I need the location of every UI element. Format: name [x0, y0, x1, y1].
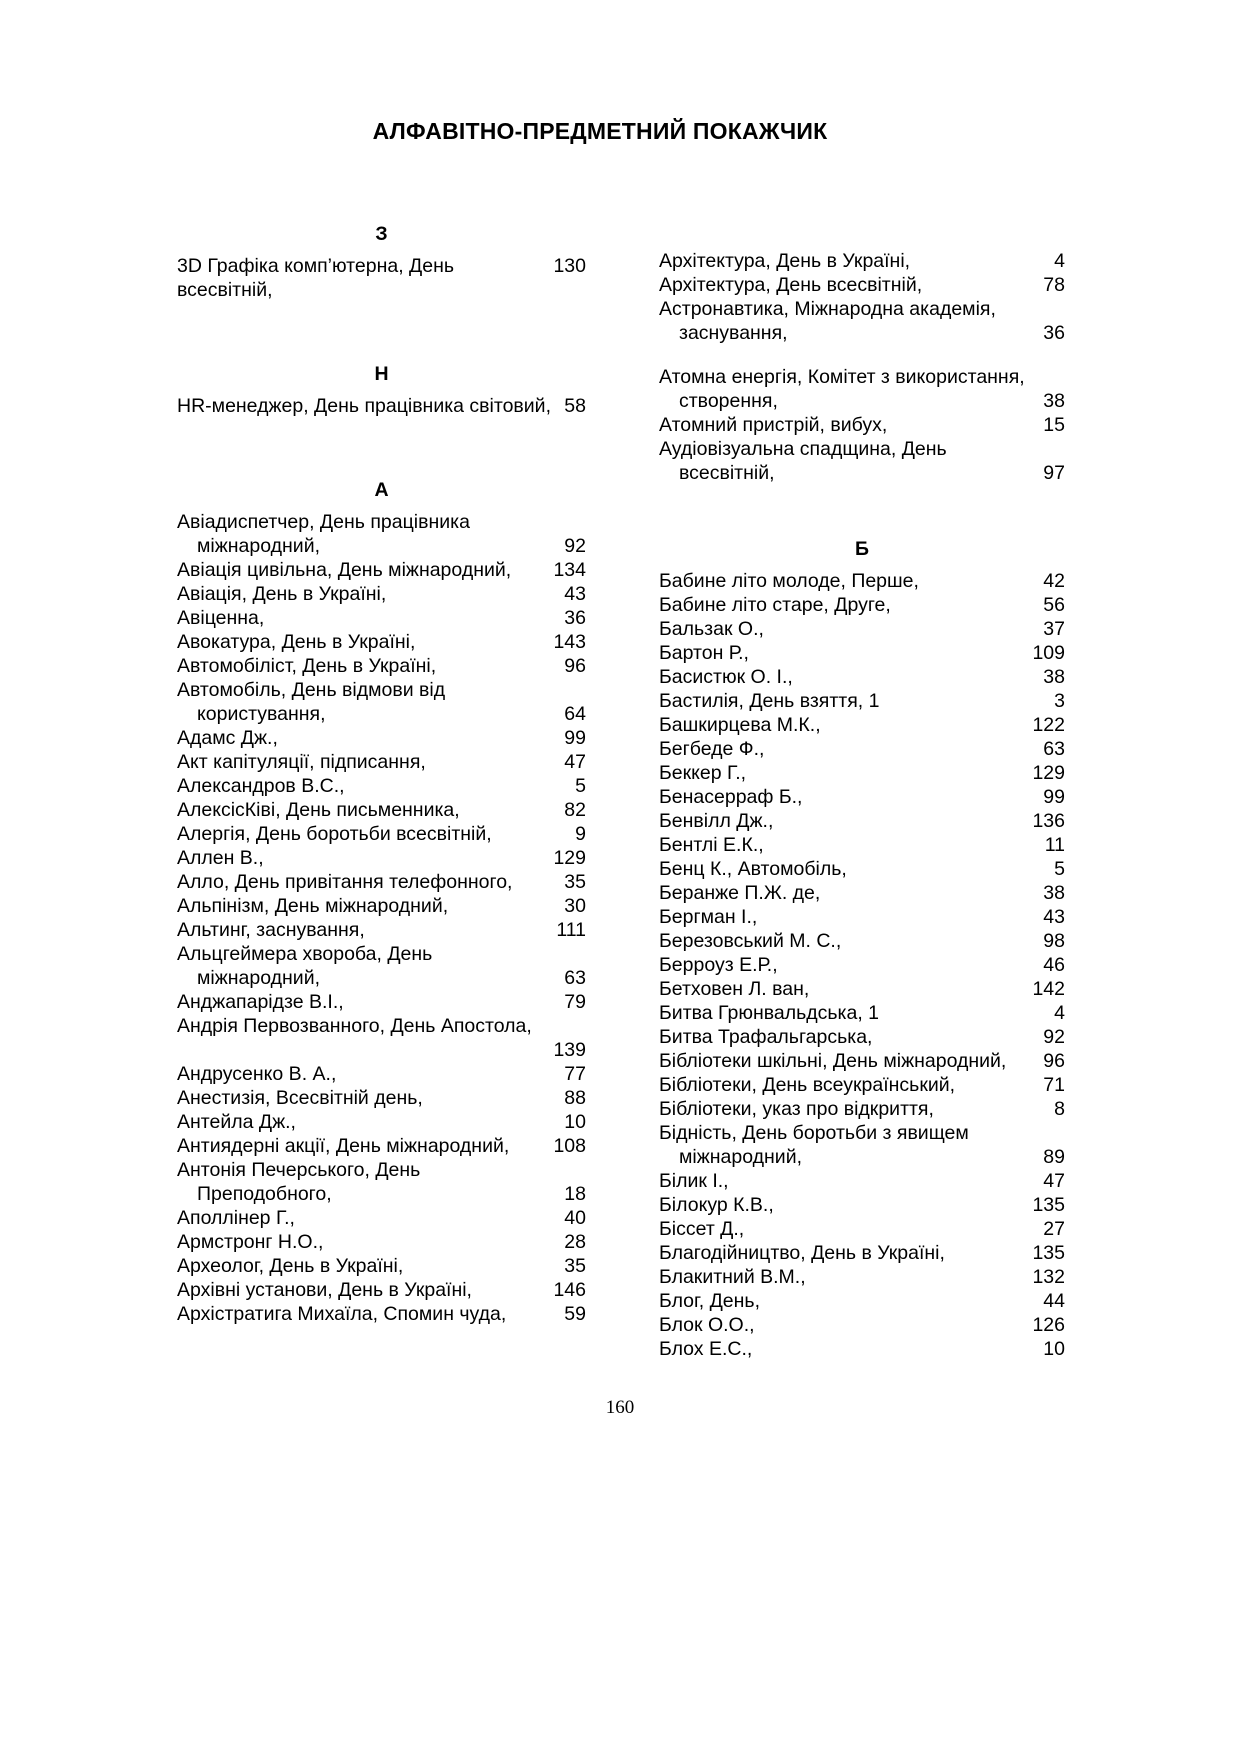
entry-term: Антиядерні акції, День міжнародний, — [177, 1135, 510, 1157]
entry-term: Архітектура, День в Україні, — [659, 250, 911, 272]
entry-page-number: 59 — [564, 1303, 586, 1325]
index-entry — [177, 870, 586, 894]
entry-term: Авіація цивільна, День міжнародний, — [177, 559, 512, 581]
entry-term: Бартон Р., — [659, 642, 749, 664]
index-entry — [177, 726, 586, 750]
entry-term: Бабине літо старе, Друге, — [659, 594, 891, 616]
entry-page-number: 122 — [1032, 714, 1065, 736]
entry-page-number: 143 — [553, 631, 586, 653]
index-entry — [659, 737, 1065, 761]
entry-page-number: 99 — [1043, 786, 1065, 808]
index-entry — [177, 1014, 586, 1062]
index-entry — [177, 894, 586, 918]
entry-page-number: 35 — [564, 1255, 586, 1277]
entry-page-number: 126 — [1032, 1314, 1065, 1336]
entry-page-number: 129 — [553, 847, 586, 869]
entry-term: Архівні установи, День в Україні, — [177, 1279, 472, 1301]
index-entry — [177, 1302, 586, 1326]
entry-page-number: 129 — [1032, 762, 1065, 784]
index-entry — [177, 630, 586, 654]
index-entry — [177, 606, 586, 630]
index-entry — [659, 1193, 1065, 1217]
entry-term: Бібліотеки шкільні, День міжнародний, — [659, 1050, 1007, 1072]
entry-page-number: 64 — [564, 703, 586, 725]
entry-page-number: 10 — [564, 1111, 586, 1133]
index-entry — [659, 437, 1065, 485]
entry-term: Алергія, День боротьби всесвітній, — [177, 823, 492, 845]
entry-page-number: 92 — [1043, 1026, 1065, 1048]
entry-term: Басистюк О. І., — [659, 666, 793, 688]
index-entry — [659, 1049, 1065, 1073]
entry-term: Битва Грюнвальдська, 1 — [659, 1002, 880, 1024]
entry-term: Битва Трафальгарська, — [659, 1026, 873, 1048]
entry-page-number: 63 — [1043, 738, 1065, 760]
index-entry — [659, 929, 1065, 953]
entry-term: Білик І., — [659, 1170, 729, 1192]
entry-term: заснування, — [679, 322, 788, 344]
index-entry — [659, 953, 1065, 977]
index-entry — [177, 510, 586, 558]
entry-page-number: 56 — [1043, 594, 1065, 616]
index-entry — [659, 1313, 1065, 1337]
index-section — [659, 249, 1065, 485]
entry-page-number: 4 — [1054, 250, 1065, 272]
index-entry — [177, 1254, 586, 1278]
entry-term: Альцгеймера хвороба, День — [177, 943, 433, 965]
index-entry — [659, 1025, 1065, 1049]
entry-page-number: 88 — [564, 1087, 586, 1109]
entry-page-number: 109 — [1032, 642, 1065, 664]
entry-page-number: 9 — [575, 823, 586, 845]
entry-page-number: 38 — [1043, 390, 1065, 412]
entry-term — [177, 1038, 547, 1062]
index-section — [177, 478, 586, 1326]
index-entry — [177, 1062, 586, 1086]
index-entry — [659, 1289, 1065, 1313]
index-entry — [659, 881, 1065, 905]
index-entry — [177, 1278, 586, 1302]
entry-term: Берроуз Е.Р., — [659, 954, 778, 976]
index-entry — [177, 1134, 586, 1158]
index-entry — [177, 678, 586, 726]
index-entry — [659, 1337, 1065, 1361]
index-entry — [659, 713, 1065, 737]
entry-term: Анджапарідзе В.І., — [177, 991, 344, 1013]
index-section — [659, 537, 1065, 1361]
entry-page-number: 71 — [1043, 1074, 1065, 1096]
index-entry — [659, 365, 1065, 413]
entry-term: створення, — [679, 390, 778, 412]
entry-term: Башкирцева М.К., — [659, 714, 821, 736]
entry-page-number: 38 — [1043, 882, 1065, 904]
index-entry — [659, 833, 1065, 857]
entry-term: Антонія Печерського, День — [177, 1159, 421, 1181]
index-column-left — [177, 222, 586, 1326]
entry-term: Автомобіліст, День в Україні, — [177, 655, 437, 677]
entry-term: HR-менеджер, День працівника світовий, — [177, 395, 551, 417]
entry-term: Анестизія, Всесвітній день, — [177, 1087, 423, 1109]
index-entry — [659, 857, 1065, 881]
entry-page-number: 11 — [1044, 834, 1065, 856]
entry-term: Преподобного, — [197, 1183, 332, 1205]
index-entry — [659, 761, 1065, 785]
entry-term: Андрія Первозванного, День Апостола, — [177, 1015, 532, 1037]
index-entry — [177, 654, 586, 678]
entry-page-number: 36 — [1043, 322, 1065, 344]
entry-term: Атомний пристрій, вибух, — [659, 414, 888, 436]
entry-page-number: 36 — [564, 607, 586, 629]
entry-term: Бергман І., — [659, 906, 758, 928]
entry-term: Адамс Дж., — [177, 727, 278, 749]
entry-page-number: 46 — [1043, 954, 1065, 976]
entry-term: Блок О.О., — [659, 1314, 755, 1336]
entry-page-number: 139 — [553, 1039, 586, 1061]
entry-term: Архітектура, День всесвітній, — [659, 274, 923, 296]
entry-term: Аудіовізуальна спадщина, День — [659, 438, 947, 460]
entry-term: Беранже П.Ж. де, — [659, 882, 821, 904]
index-entry — [177, 918, 586, 942]
entry-term: Антейла Дж., — [177, 1111, 296, 1133]
entry-term: Березовський М. С., — [659, 930, 842, 952]
entry-term: 3D Графіка комп’ютерна, День всесвітній, — [177, 255, 455, 301]
entry-term: Біссет Д., — [659, 1218, 745, 1240]
index-entry — [659, 413, 1065, 437]
entry-page-number: 132 — [1032, 1266, 1065, 1288]
index-entry — [177, 1110, 586, 1134]
entry-term: Беккер Г., — [659, 762, 747, 784]
entry-term: Археолог, День в Україні, — [177, 1255, 404, 1277]
entry-page-number: 111 — [556, 919, 586, 941]
entry-page-number: 27 — [1043, 1218, 1065, 1240]
entry-page-number: 42 — [1043, 570, 1065, 592]
index-column-right — [659, 249, 1065, 1361]
entry-page-number: 135 — [1032, 1194, 1065, 1216]
entry-page-number: 89 — [1043, 1146, 1065, 1168]
index-entry — [177, 582, 586, 606]
entry-page-number: 5 — [575, 775, 586, 797]
entry-term: Армстронг Н.О., — [177, 1231, 324, 1253]
entry-page-number: 142 — [1032, 978, 1065, 1000]
index-entry — [177, 822, 586, 846]
entry-page-number: 99 — [564, 727, 586, 749]
section-letter-heading: А — [374, 479, 389, 501]
entry-page-number: 96 — [1043, 1050, 1065, 1072]
index-entry — [177, 1206, 586, 1230]
entry-term: міжнародний, — [197, 967, 321, 989]
section-letter-heading: З — [375, 223, 388, 245]
entry-page-number: 8 — [1054, 1098, 1065, 1120]
entry-page-number: 15 — [1043, 414, 1065, 436]
entry-term: користування, — [197, 703, 326, 725]
index-entry — [659, 1265, 1065, 1289]
index-entry — [177, 774, 586, 798]
entry-term: Блог, День, — [659, 1290, 760, 1312]
entry-term: АлексісКіві, День письменника, — [177, 799, 460, 821]
entry-page-number: 146 — [553, 1279, 586, 1301]
entry-term: Авіація, День в Україні, — [177, 583, 387, 605]
index-entry — [659, 1001, 1065, 1025]
entry-page-number: 38 — [1043, 666, 1065, 688]
index-entry — [659, 905, 1065, 929]
index-entry — [659, 1217, 1065, 1241]
entry-page-number: 44 — [1043, 1290, 1065, 1312]
entry-page-number: 4 — [1054, 1002, 1065, 1024]
entry-term: Александров В.С., — [177, 775, 345, 797]
index-entry — [177, 846, 586, 870]
index-entry — [177, 750, 586, 774]
entry-term: Бібліотеки, День всеукраїнський, — [659, 1074, 956, 1096]
entry-page-number: 43 — [564, 583, 586, 605]
entry-page-number: 47 — [564, 751, 586, 773]
entry-page-number: 37 — [1043, 618, 1065, 640]
entry-page-number: 82 — [564, 799, 586, 821]
index-entry — [659, 977, 1065, 1001]
entry-page-number: 47 — [1043, 1170, 1065, 1192]
entry-term: Бібліотеки, указ про відкриття, — [659, 1098, 934, 1120]
entry-term: Бальзак О., — [659, 618, 764, 640]
index-entry — [177, 254, 586, 302]
entry-page-number: 18 — [564, 1183, 586, 1205]
entry-term: Авокатура, День в Україні, — [177, 631, 416, 653]
entry-term: Алло, День привітання телефонного, — [177, 871, 513, 893]
entry-page-number: 40 — [564, 1207, 586, 1229]
entry-page-number: 10 — [1043, 1338, 1065, 1360]
index-entry — [659, 617, 1065, 641]
index-entry — [177, 1158, 586, 1206]
entry-term: Блох Е.С., — [659, 1338, 753, 1360]
index-section — [177, 362, 586, 418]
entry-page-number: 3 — [1054, 690, 1065, 712]
section-letter-heading: Н — [374, 363, 389, 385]
section-letter-heading: Б — [854, 538, 869, 560]
entry-term: Аполлінер Г., — [177, 1207, 295, 1229]
index-entry — [177, 798, 586, 822]
entry-page-number: 43 — [1043, 906, 1065, 928]
index-entry — [177, 942, 586, 990]
entry-term: Андрусенко В. А., — [177, 1063, 337, 1085]
entry-page-number: 92 — [564, 535, 586, 557]
entry-page-number: 77 — [564, 1063, 586, 1085]
index-entry — [659, 273, 1065, 297]
index-entry — [659, 593, 1065, 617]
index-entry — [659, 1097, 1065, 1121]
index-entry — [177, 1086, 586, 1110]
index-section — [177, 222, 586, 302]
entry-term: Акт капітуляції, підписання, — [177, 751, 426, 773]
index-entry — [659, 249, 1065, 273]
index-entry — [659, 641, 1065, 665]
entry-term: Астронавтика, Міжнародна академія, — [659, 298, 996, 320]
entry-page-number: 97 — [1043, 462, 1065, 484]
entry-page-number: 135 — [1032, 1242, 1065, 1264]
entry-page-number: 98 — [1043, 930, 1065, 952]
entry-term: Бентлі Е.К., — [659, 834, 764, 856]
entry-page-number: 30 — [564, 895, 586, 917]
index-entry — [659, 689, 1065, 713]
index-entry — [659, 1073, 1065, 1097]
index-entry — [659, 809, 1065, 833]
entry-term: Блакитний В.М., — [659, 1266, 806, 1288]
entry-term: всесвітній, — [679, 462, 775, 484]
entry-term: Бастилія, День взяття, 1 — [659, 690, 880, 712]
entry-page-number: 78 — [1043, 274, 1065, 296]
entry-term: Архістратига Михаїла, Спомин чуда, — [177, 1303, 507, 1325]
entry-term: Альтинг, заснування, — [177, 919, 365, 941]
entry-page-number: 136 — [1032, 810, 1065, 832]
entry-term: Авіценна, — [177, 607, 265, 629]
index-entry — [659, 1121, 1065, 1169]
entry-term: Атомна енергія, Комітет з використання, — [659, 366, 1025, 388]
entry-page-number: 134 — [553, 559, 586, 581]
entry-term: Бенвілл Дж., — [659, 810, 774, 832]
entry-term: Бегбеде Ф., — [659, 738, 765, 760]
index-entry — [659, 569, 1065, 593]
index-entry — [659, 1169, 1065, 1193]
entry-page-number: 96 — [564, 655, 586, 677]
entry-page-number: 5 — [1054, 858, 1065, 880]
entry-term: Бенасерраф Б., — [659, 786, 803, 808]
entry-term: Бенц К., Автомобіль, — [659, 858, 847, 880]
entry-term: Бабине літо молоде, Перше, — [659, 570, 919, 592]
entry-term: Бетховен Л. ван, — [659, 978, 810, 1000]
entry-page-number: 35 — [564, 871, 586, 893]
entry-term: міжнародний, — [679, 1146, 803, 1168]
index-entry — [177, 990, 586, 1014]
index-entry — [659, 297, 1065, 345]
entry-term: Аллен В., — [177, 847, 264, 869]
index-entry — [659, 785, 1065, 809]
entry-page-number: 79 — [564, 991, 586, 1013]
index-entry — [177, 558, 586, 582]
entry-page-number: 108 — [553, 1135, 586, 1157]
entry-page-number: 28 — [564, 1231, 586, 1253]
entry-term: Білокур К.В., — [659, 1194, 774, 1216]
entry-page-number: 58 — [564, 395, 586, 417]
entry-term: Благодійництво, День в Україні, — [659, 1242, 945, 1264]
index-entry — [177, 1230, 586, 1254]
index-entry — [659, 665, 1065, 689]
index-entry — [177, 394, 586, 418]
page-number: 160 — [605, 1397, 635, 1418]
page-title: АЛФАВІТНО-ПРЕДМЕТНИЙ ПОКАЖЧИК — [372, 118, 828, 144]
entry-term: Альпінізм, День міжнародний, — [177, 895, 449, 917]
entry-term: Автомобіль, День відмови від — [177, 679, 446, 701]
entry-page-number: 130 — [553, 255, 586, 277]
entry-page-number: 63 — [564, 967, 586, 989]
entry-term: міжнародний, — [197, 535, 321, 557]
index-entry — [659, 1241, 1065, 1265]
entry-term: Авіадиспетчер, День працівника — [177, 511, 470, 533]
entry-term: Бідність, День боротьби з явищем — [659, 1122, 969, 1144]
